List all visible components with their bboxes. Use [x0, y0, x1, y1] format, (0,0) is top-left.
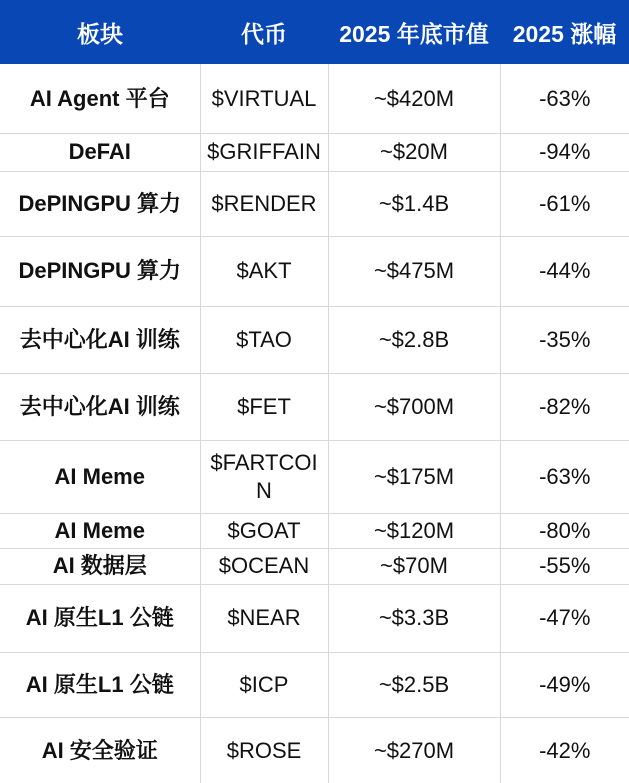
change-cell: -61%	[500, 171, 629, 236]
market-cap-cell: ~$20M	[328, 133, 500, 171]
column-header-change: 2025 涨幅	[500, 0, 629, 64]
column-header-sector: 板块	[0, 0, 200, 64]
table-row	[0, 440, 629, 513]
table-row	[0, 133, 629, 171]
column-header-token: 代币	[200, 0, 328, 64]
market-cap-cell: ~$2.5B	[328, 652, 500, 717]
table-row	[0, 652, 629, 717]
token-cell: $OCEAN	[200, 548, 328, 584]
sector-cell: AI Meme	[0, 513, 200, 548]
change-cell: -44%	[500, 236, 629, 306]
token-cell: $FET	[200, 373, 328, 440]
sector-cell: 去中心化AI 训练	[0, 306, 200, 373]
change-cell: -94%	[500, 133, 629, 171]
change-cell: -63%	[500, 64, 629, 133]
table-row	[0, 236, 629, 306]
market-cap-cell: ~$475M	[328, 236, 500, 306]
change-cell: -82%	[500, 373, 629, 440]
sector-cell: DeFAI	[0, 133, 200, 171]
sector-cell: AI Agent 平台	[0, 64, 200, 133]
table-row	[0, 513, 629, 548]
market-cap-cell: ~$3.3B	[328, 584, 500, 652]
sector-cell: AI 数据层	[0, 548, 200, 584]
market-cap-cell: ~$270M	[328, 717, 500, 783]
token-cell: $NEAR	[200, 584, 328, 652]
market-cap-cell: ~$1.4B	[328, 171, 500, 236]
table-row	[0, 548, 629, 584]
token-cell: $FARTCOIN	[200, 440, 328, 513]
change-cell: -35%	[500, 306, 629, 373]
market-cap-cell: ~$120M	[328, 513, 500, 548]
change-cell: -55%	[500, 548, 629, 584]
change-cell: -49%	[500, 652, 629, 717]
sector-cell: AI 原生L1 公链	[0, 584, 200, 652]
table-row	[0, 171, 629, 236]
token-cell: $TAO	[200, 306, 328, 373]
token-cell: $RENDER	[200, 171, 328, 236]
change-cell: -63%	[500, 440, 629, 513]
column-header-marketcap: 2025 年底市值	[328, 0, 500, 64]
table-row	[0, 717, 629, 783]
token-cell: $VIRTUAL	[200, 64, 328, 133]
change-cell: -47%	[500, 584, 629, 652]
table-row	[0, 584, 629, 652]
sector-cell: AI Meme	[0, 440, 200, 513]
token-cell: $GRIFFAIN	[200, 133, 328, 171]
sector-cell: DePINGPU 算力	[0, 171, 200, 236]
market-cap-cell: ~$700M	[328, 373, 500, 440]
change-cell: -42%	[500, 717, 629, 783]
token-cell: $GOAT	[200, 513, 328, 548]
sector-cell: AI 原生L1 公链	[0, 652, 200, 717]
market-cap-cell: ~$2.8B	[328, 306, 500, 373]
table-row	[0, 373, 629, 440]
header-row	[0, 0, 629, 64]
token-cell: $AKT	[200, 236, 328, 306]
market-cap-cell: ~$70M	[328, 548, 500, 584]
market-cap-cell: ~$175M	[328, 440, 500, 513]
token-cell: $ICP	[200, 652, 328, 717]
table-row	[0, 64, 629, 133]
market-cap-cell: ~$420M	[328, 64, 500, 133]
sector-cell: DePINGPU 算力	[0, 236, 200, 306]
sector-cell: AI 安全验证	[0, 717, 200, 783]
change-cell: -80%	[500, 513, 629, 548]
table-row	[0, 306, 629, 373]
sector-cell: 去中心化AI 训练	[0, 373, 200, 440]
token-cell: $ROSE	[200, 717, 328, 783]
